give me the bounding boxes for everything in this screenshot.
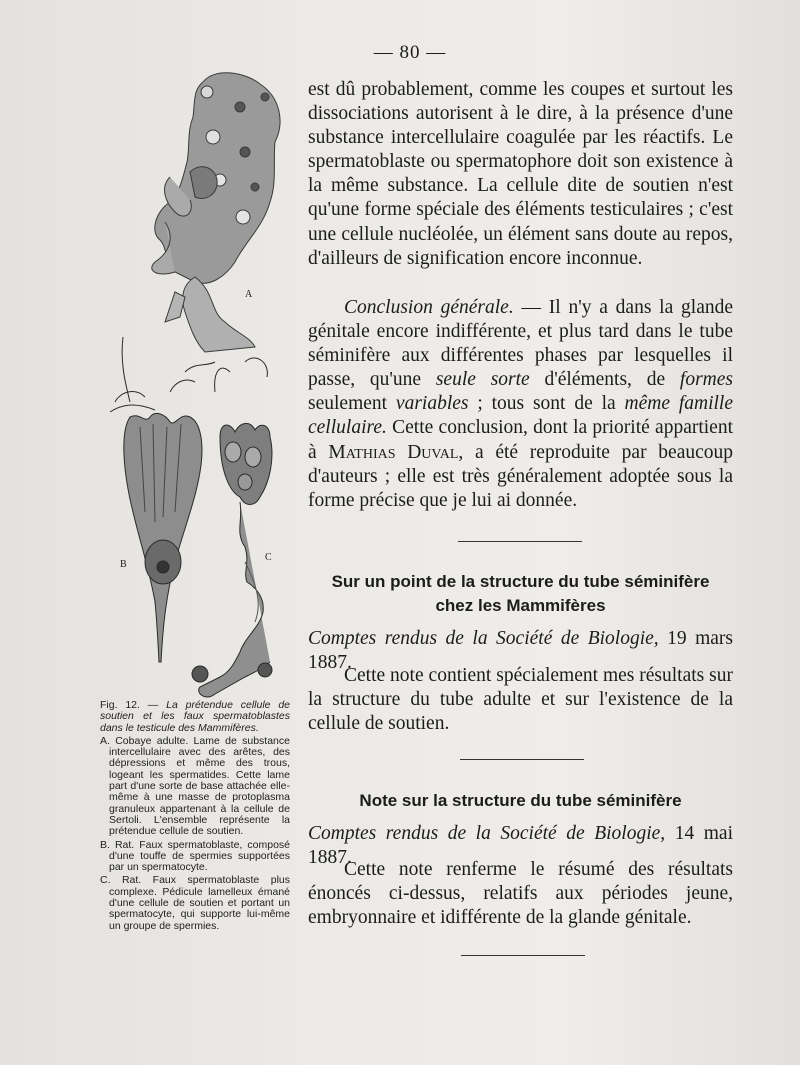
- caption-fig-label: Fig. 12. —: [100, 699, 159, 711]
- conclusion-text-2: d'éléments, de: [529, 369, 680, 391]
- section-2-journal: Comptes rendus de la Société de Biologie,: [308, 823, 666, 844]
- conclusion-text-1: — Il n'y a dans la glande génitale encore indifférente, et plus tard dans le tube séminifère aux différentes phases par lesquelles il passe, qu'une: [308, 297, 734, 391]
- conclusion-text-6: , a été reproduite par beaucoup d'auteurs ; elle est très généralement adoptée sous la forme précise que je lui ai donnée.: [308, 441, 733, 511]
- caption-title: [100, 700, 290, 734]
- section-1-journal: Comptes rendus de la Société de Biologie,: [308, 628, 659, 649]
- caption-item-b: B. Rat. Faux spermatoblaste, composé d'une touffe de spermies supportées par un spermatocyte.: [100, 838, 290, 874]
- figure-b-drawing: [110, 337, 215, 662]
- author-name: Mathias Duval: [328, 441, 459, 463]
- figure-label-b: B: [120, 559, 127, 570]
- caption-fig-description: La prétendue cellule de soutien et les faux spermatoblastes dans le testicule des Mammifères.: [100, 699, 291, 734]
- figure-c-drawing: [192, 358, 272, 697]
- section-2-body: [308, 858, 733, 930]
- divider-3: [461, 955, 585, 956]
- caption-item-c: C. Rat. Faux spermatoblaste plus complexe. Pédicule lamelleux émané d'une cellule de soutien et portant un spermatocyte, qui supporte lui-même un groupe de spermies.: [100, 874, 290, 932]
- conclusion-emphasis-3: variables: [395, 393, 469, 415]
- figure-illustration: [95, 62, 295, 702]
- section-1-title-line-1: Sur un point de la structure du tube séminifère: [331, 572, 710, 591]
- divider-1: [458, 541, 582, 542]
- section-2-text: Cette note renferme le résumé des résultats énoncés ci-dessus, relatifs aux périodes jeune, embryonnaire et idifférente de la glande génitale.: [308, 859, 733, 929]
- caption-item-a: A. Cobaye adulte. Lame de substance intercellulaire avec des arêtes, des dépressions et même des trous, logeant les spermatides. Cette lame part d'une sorte de base attachée elle-même à une masse de protoplasma granuleux appartenant à la cellule de Sertoli. L'ensemble représente la prétendue cellule de soutien.: [100, 734, 290, 838]
- conclusion-emphasis-2: formes: [679, 369, 733, 391]
- figure-label-a: A: [245, 289, 253, 300]
- section-2-date: 14 mai 1887.: [308, 823, 733, 868]
- paragraph-1-text: est dû probablement, comme les coupes et surtout les dissociations autorisent à le dire, à la présence d'une substance intercellulaire coagulée par les réactifs. Le spermatoblaste ou spermatophore doit son existence à la même substance. La cellule dite de soutien n'est qu'une forme spéciale des éléments testiculaires ; c'est une cellule nucléolée, un élément sans doute au repos, d'ailleurs de signification encore inconnue.: [308, 79, 733, 269]
- paragraph-continued: [308, 78, 733, 271]
- section-2-title: Note sur la structure du tube séminifère: [359, 791, 682, 810]
- section-1-body: [308, 664, 733, 736]
- section-1-title-line-2: chez les Mammifères: [435, 596, 606, 615]
- figure-a-drawing: [152, 73, 280, 352]
- figure-label-c: C: [265, 552, 272, 563]
- section-1-date: 19 mars 1887.: [308, 628, 733, 673]
- section-1-title: [308, 570, 733, 618]
- paragraph-conclusion: [308, 296, 733, 513]
- figure-caption: [100, 700, 290, 932]
- conclusion-emphasis-1: seule sorte: [435, 369, 530, 391]
- conclusion-emphasis-4: même famille cellulaire.: [308, 393, 733, 439]
- conclusion-text-4: ; tous sont de la: [468, 393, 625, 415]
- section-1-text: Cette note contient spécialement mes résultats sur la structure du tube adulte et sur l'existence de la cellule de soutien.: [308, 665, 733, 735]
- conclusion-heading: Conclusion générale.: [344, 297, 514, 318]
- divider-2: [460, 759, 584, 760]
- conclusion-text-3: seulement: [308, 393, 396, 415]
- conclusion-text-5: Cette conclusion, dont la priorité appartient à: [308, 417, 733, 463]
- page-number: — 80 —: [373, 42, 447, 63]
